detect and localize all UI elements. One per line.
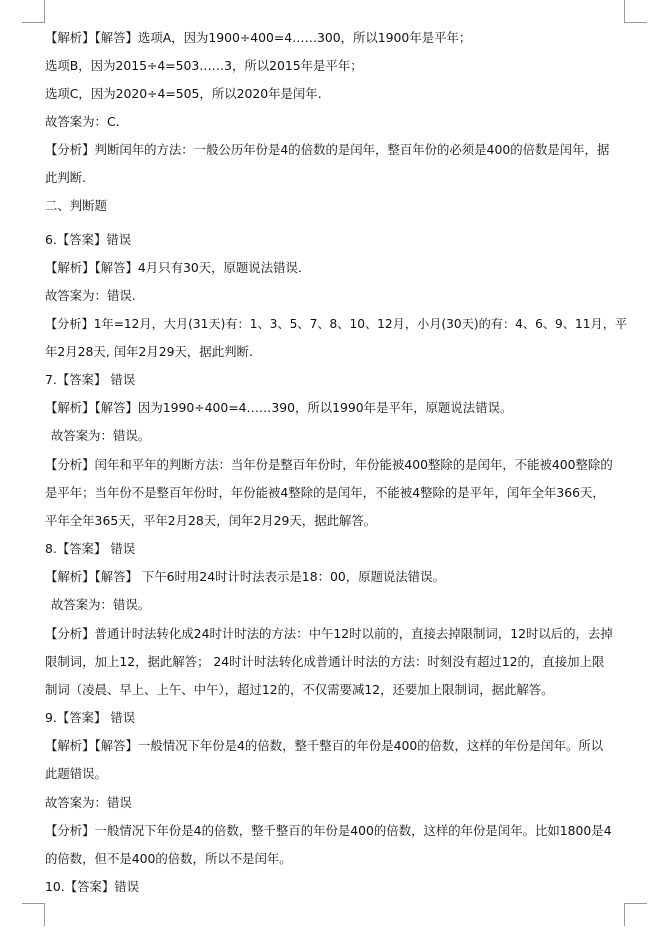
crop-mark-bottom-right [624, 903, 647, 926]
text-line: 选项C，因为2020÷4=505，所以2020年是闰年. [45, 86, 322, 101]
crop-mark-top-left [22, 0, 45, 23]
text-line: 此题错误。 [45, 766, 107, 781]
answer-heading: 9.【答案】 错误 [45, 710, 136, 725]
text-line: 【解析】【解答】 下午6时用24时计时法表示是18：00，原题说法错误。 [45, 569, 445, 584]
text-line: 【解析】【解答】因为1990÷400=4……390，所以1990年是平年，原题说法错误。 [45, 400, 513, 415]
text-line: 【分析】一般情况下年份是4的倍数，整千整百的年份是400的倍数，这样的年份是闰年。比如1800是4 [45, 823, 612, 838]
text-line: 【解析】【解答】一般情况下年份是4的倍数，整千整百的年份是400的倍数，这样的年份是闰年。所以 [45, 738, 604, 753]
text-line: 平年全年365天，平年2月28天，闰年2月29天，据此解答。 [45, 513, 377, 528]
text-line: 故答案为：错误。 [51, 428, 151, 443]
crop-mark-top-right [624, 0, 647, 23]
text-line: 故答案为：错误 [45, 795, 132, 810]
text-line: 选项B，因为2015÷4=503……3，所以2015年是平年； [45, 58, 363, 73]
text-line: 【分析】闰年和平年的判断方法：当年份是整百年份时，年份能被400整除的是闰年，不能被400整除的 [45, 457, 613, 472]
section-heading: 二、判断题 [45, 198, 107, 213]
text-line: 此判断. [45, 170, 87, 185]
answer-heading: 6.【答案】错误 [45, 232, 132, 247]
text-line: 故答案为：错误. [45, 288, 136, 303]
crop-mark-bottom-left [22, 903, 45, 926]
text-line: 是平年；当年份不是整百年份时，年份能被4整除的是闰年，不能被4整除的是平年，闰年全年366天， [45, 485, 605, 500]
answer-heading: 8.【答案】 错误 [45, 541, 136, 556]
text-line: 限制词，加上12，据此解答； 24时计时法转化成普通计时法的方法：时刻没有超过12的，直接加上限 [45, 654, 605, 669]
text-line: 【解析】【解答】选项A，因为1900÷400=4……300，所以1900年是平年； [45, 30, 472, 45]
text-line: 的倍数，但不是400的倍数，所以不是闰年。 [45, 851, 292, 866]
text-line: 【解析】【解答】4月只有30天，原题说法错误. [45, 260, 302, 275]
text-line: 【分析】普通计时法转化成24时计时法的方法：中午12时以前的，直接去掉限制词，12时以后的，去掉 [45, 626, 613, 641]
text-line: 【分析】1年=12月，大月(31天)有：1、3、5、7、8、10、12月，小月(30天)的有：4、6、9、11月，平 [45, 317, 628, 331]
text-line: 制词（凌晨、早上、上午、中午），超过12的，不仅需要减12，还要加上限制词，据此解答。 [45, 682, 554, 697]
text-line: 年2月28天, 闰年2月29天，据此判断. [45, 344, 253, 359]
answer-heading: 7.【答案】 错误 [45, 372, 136, 387]
answer-heading: 10.【答案】错误 [45, 879, 140, 894]
text-line: 【分析】判断闰年的方法：一般公历年份是4的倍数的是闰年，整百年份的必须是400的倍数是闰年，据 [45, 142, 610, 157]
text-line: 故答案为：错误。 [51, 597, 151, 612]
text-line: 故答案为：C. [45, 114, 120, 129]
